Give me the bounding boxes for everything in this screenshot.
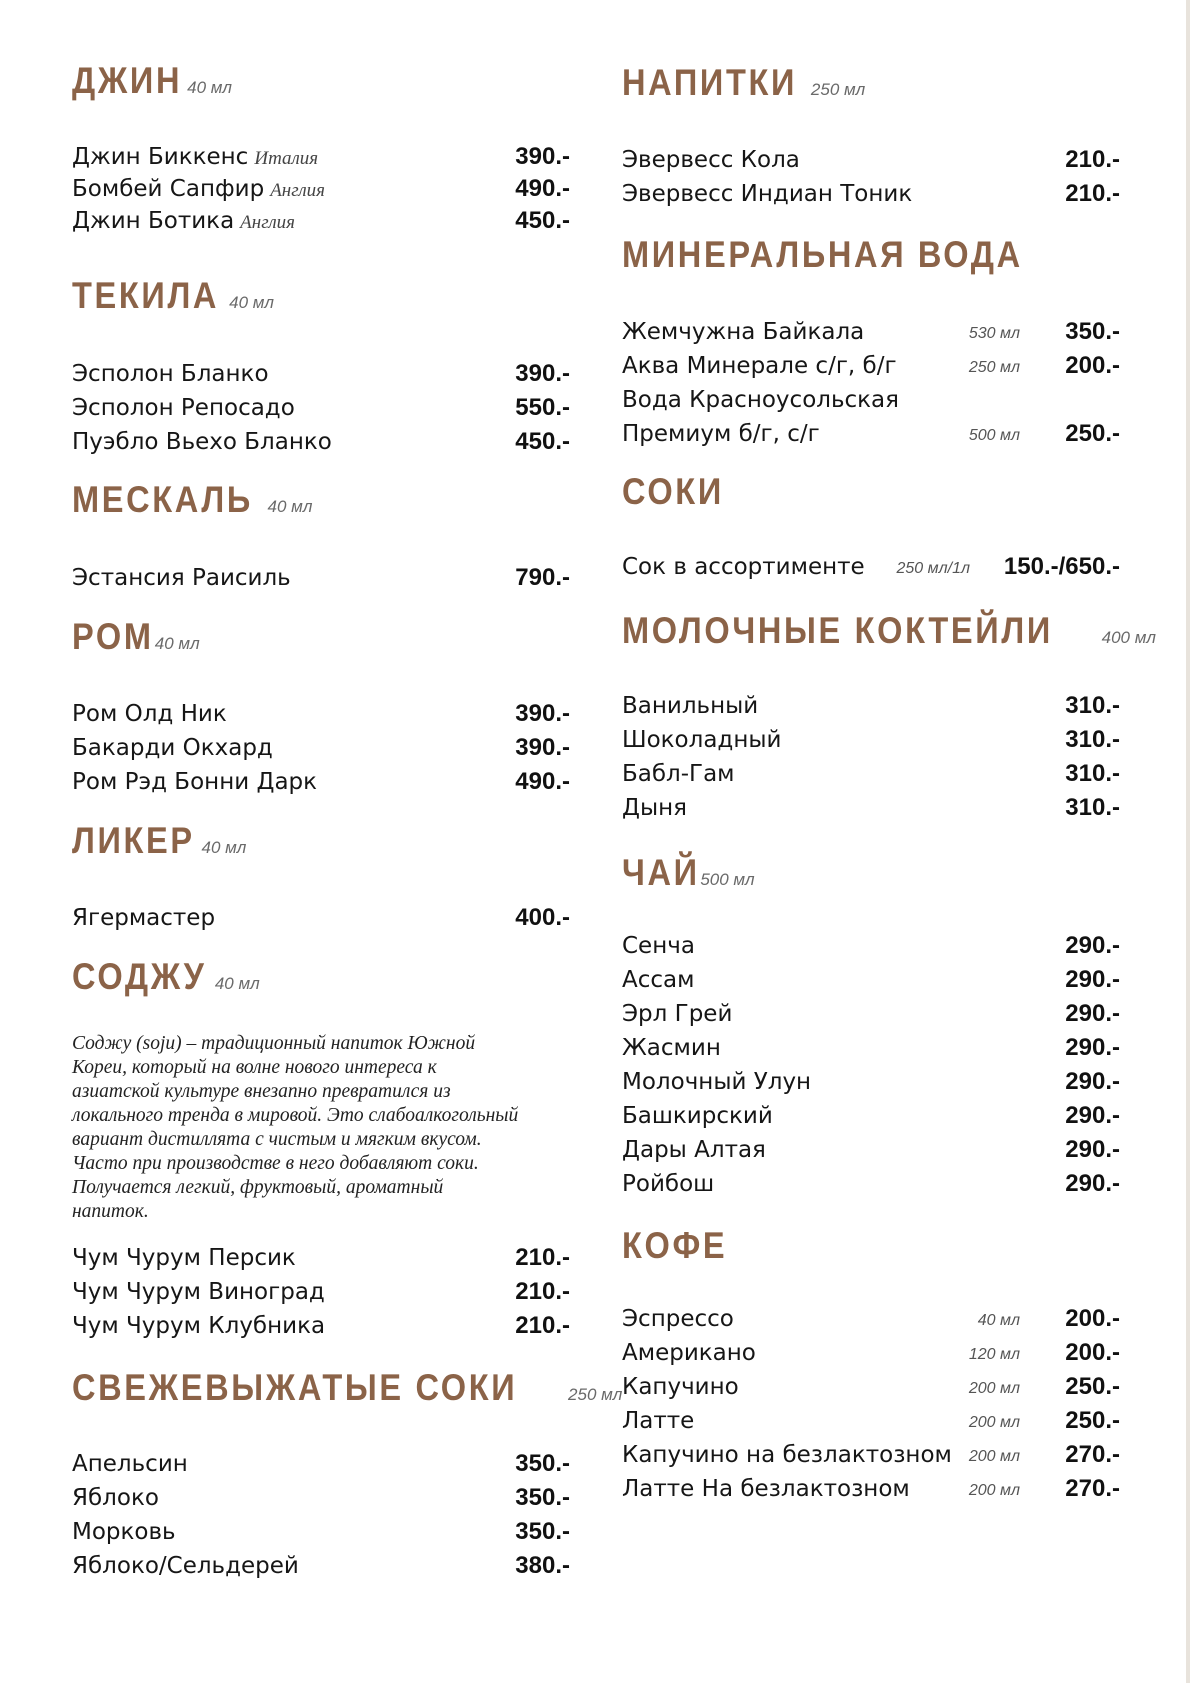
section-volume: 40 мл xyxy=(229,293,275,312)
item-name-text: Пуэбло Вьехо Бланко xyxy=(72,429,332,455)
description-line: Получается легкий, фруктовый, ароматный xyxy=(72,1177,444,1198)
menu-item xyxy=(622,689,1120,723)
item-name-text: Чум Чурум Виноград xyxy=(72,1279,325,1305)
item-name-text: Яблоко/Сельдерей xyxy=(72,1553,299,1579)
menu-item xyxy=(622,791,1120,825)
section-header xyxy=(72,822,246,859)
item-price: 200.- xyxy=(1065,1339,1120,1366)
item-name-text: Премиум б/г, с/г xyxy=(622,421,820,447)
item-name xyxy=(72,172,325,208)
item-origin: Англия xyxy=(270,180,326,201)
item-price: 290.- xyxy=(1065,932,1120,959)
item-name-text: Чум Чурум Персик xyxy=(72,1245,296,1271)
section-header xyxy=(622,1227,742,1264)
item-price: 200.- xyxy=(1065,352,1120,379)
section-title: МИНЕРАЛЬНАЯ ВОДА xyxy=(622,234,1023,275)
item-volume: 500 мл xyxy=(968,427,1020,444)
item-name-text: Ягермастер xyxy=(72,905,216,931)
item-name xyxy=(622,315,864,349)
menu-item xyxy=(72,765,570,799)
item-price: 290.- xyxy=(1065,1068,1120,1095)
item-name-text: Жасмин xyxy=(622,1035,721,1061)
section-title: ДЖИН xyxy=(72,60,183,101)
menu-item xyxy=(622,1404,1120,1438)
item-name xyxy=(622,550,865,584)
menu-item xyxy=(622,1099,1120,1133)
item-name-text: Эсполон Бланко xyxy=(72,361,269,387)
item-price: 550.- xyxy=(515,394,570,421)
item-name-text: Бабл-Гам xyxy=(622,761,735,787)
menu-item xyxy=(622,1302,1120,1336)
item-name-text: Американо xyxy=(622,1340,756,1366)
item-name xyxy=(72,561,291,595)
menu-item xyxy=(72,1275,570,1309)
item-name-text: Эстансия Раисиль xyxy=(72,565,291,591)
menu-item xyxy=(72,391,570,425)
item-name-text: Джин Ботика xyxy=(72,208,235,234)
item-price: 380.- xyxy=(515,1552,570,1579)
item-name xyxy=(72,391,295,425)
item-volume: 250 мл/1л xyxy=(896,560,970,577)
menu-item xyxy=(622,1370,1120,1404)
item-name xyxy=(622,383,899,417)
section-title: МЕСКАЛЬ xyxy=(72,479,253,520)
menu-item xyxy=(72,1309,570,1343)
item-name xyxy=(72,1549,299,1583)
menu-item xyxy=(622,1336,1120,1370)
item-volume: 40 мл xyxy=(977,1312,1020,1329)
section-volume: 40 мл xyxy=(267,497,313,516)
item-price: 490.- xyxy=(515,768,570,795)
item-name xyxy=(72,1241,296,1275)
item-name xyxy=(72,1309,325,1343)
item-name xyxy=(622,417,820,451)
item-price: 270.- xyxy=(1065,1441,1120,1468)
item-name xyxy=(622,929,695,963)
item-name-text: Эспрессо xyxy=(622,1306,734,1332)
item-name-text: Морковь xyxy=(72,1519,176,1545)
item-name-text: Ройбош xyxy=(622,1171,715,1197)
item-price: 290.- xyxy=(1065,1034,1120,1061)
item-name-text: Ассам xyxy=(622,967,695,993)
section-title: КОФЕ xyxy=(622,1225,728,1266)
description-line: вариант дистиллята с чистым и мягким вкусом. xyxy=(72,1129,482,1150)
item-price: 450.- xyxy=(515,207,570,234)
item-name xyxy=(72,357,269,391)
item-origin: Англия xyxy=(240,212,295,233)
item-origin: Италия xyxy=(254,148,319,169)
description-line: Кореи, который на волне нового интереса к xyxy=(72,1057,437,1078)
item-name xyxy=(622,1099,773,1133)
menu-item xyxy=(72,561,570,595)
menu-item xyxy=(622,1065,1120,1099)
section-title: НАПИТКИ xyxy=(622,62,798,103)
item-name-text: Капучино на безлактозном xyxy=(622,1442,952,1468)
section-title: ЛИКЕР xyxy=(72,820,195,861)
section-title: ЧАЙ xyxy=(622,852,700,893)
item-price: 790.- xyxy=(515,564,570,591)
menu-item xyxy=(622,1472,1120,1506)
menu-item xyxy=(622,143,1120,177)
item-name-text: Бакарди Окхард xyxy=(72,735,273,761)
item-price: 350.- xyxy=(1065,318,1120,345)
item-price: 390.- xyxy=(515,700,570,727)
item-name-text: Эрл Грей xyxy=(622,1001,733,1027)
item-name xyxy=(622,143,800,177)
menu-item xyxy=(622,963,1120,997)
item-name xyxy=(622,349,897,383)
section-header xyxy=(622,612,1156,649)
section-header xyxy=(72,958,260,995)
menu-item xyxy=(72,357,570,391)
item-price: 250.- xyxy=(1065,1407,1120,1434)
description-line: азиатской культуре внезапно превратился из xyxy=(72,1081,451,1102)
item-name xyxy=(622,1336,756,1370)
section-volume: 400 мл xyxy=(1101,628,1156,647)
menu-item xyxy=(72,425,570,459)
menu-item xyxy=(622,1133,1120,1167)
item-name xyxy=(72,204,295,240)
item-name xyxy=(622,1133,766,1167)
item-name xyxy=(622,1472,910,1506)
item-name-text: Эвервесс Индиан Тоник xyxy=(622,181,913,207)
item-price: 290.- xyxy=(1065,966,1120,993)
section-volume: 40 мл xyxy=(187,78,232,97)
item-price: 400.- xyxy=(515,904,570,931)
menu-item xyxy=(622,383,1120,417)
menu-item xyxy=(72,204,570,238)
section-title: СОКИ xyxy=(622,471,724,512)
item-name xyxy=(622,177,912,211)
item-volume: 200 мл xyxy=(968,1448,1020,1465)
menu-item xyxy=(72,731,570,765)
item-name-text: Ром Олд Ник xyxy=(72,701,227,727)
item-price: 390.- xyxy=(515,734,570,761)
item-price: 310.- xyxy=(1065,794,1120,821)
menu-item xyxy=(72,172,570,206)
section-header xyxy=(622,854,755,891)
item-price: 310.- xyxy=(1065,760,1120,787)
menu-item xyxy=(622,757,1120,791)
section-volume: 40 мл xyxy=(154,634,200,653)
item-name xyxy=(622,1167,714,1201)
item-price: 350.- xyxy=(515,1518,570,1545)
item-price: 390.- xyxy=(515,143,570,170)
item-name-text: Молочный Улун xyxy=(622,1069,812,1095)
item-price: 350.- xyxy=(515,1450,570,1477)
description-line: локального тренда в мировой. Это слабоалкогольный xyxy=(72,1105,519,1126)
item-price: 210.- xyxy=(515,1312,570,1339)
item-name xyxy=(72,765,317,799)
menu-item xyxy=(622,349,1120,383)
section-header xyxy=(622,473,738,510)
item-volume: 120 мл xyxy=(968,1346,1020,1363)
item-name xyxy=(72,425,332,459)
section-header xyxy=(72,481,312,518)
menu-item xyxy=(622,723,1120,757)
item-name-text: Аква Минерале с/г, б/г xyxy=(622,353,897,379)
menu-item xyxy=(72,1549,570,1583)
item-name-text: Латте xyxy=(622,1408,695,1434)
item-price: 250.- xyxy=(1065,1373,1120,1400)
menu-item xyxy=(622,417,1120,451)
section-header xyxy=(622,236,1077,273)
item-price: 490.- xyxy=(515,175,570,202)
section-header xyxy=(72,62,232,99)
item-name-text: Бомбей Сапфир xyxy=(72,176,265,202)
item-volume: 250 мл xyxy=(968,359,1020,376)
item-name-text: Эвервесс Кола xyxy=(622,147,800,173)
item-price: 290.- xyxy=(1065,1000,1120,1027)
item-price: 250.- xyxy=(1065,420,1120,447)
section-volume: 250 мл xyxy=(568,1385,623,1404)
item-price: 290.- xyxy=(1065,1102,1120,1129)
section-title: СВЕЖЕВЫЖАТЫЕ СОКИ xyxy=(72,1367,518,1408)
item-price: 210.- xyxy=(515,1244,570,1271)
menu-item xyxy=(622,1438,1120,1472)
item-name-text: Ром Рэд Бонни Дарк xyxy=(72,769,318,795)
section-description xyxy=(72,1032,572,1224)
section-title: ТЕКИЛА xyxy=(72,275,220,316)
item-name-text: Дары Алтая xyxy=(622,1137,766,1163)
item-volume: 200 мл xyxy=(968,1414,1020,1431)
item-price: 270.- xyxy=(1065,1475,1120,1502)
section-header xyxy=(72,277,274,314)
item-name xyxy=(72,731,273,765)
item-name-text: Сенча xyxy=(622,933,695,959)
item-name-text: Чум Чурум Клубника xyxy=(72,1313,326,1339)
item-name xyxy=(72,140,318,176)
item-name xyxy=(622,1031,721,1065)
menu-item xyxy=(622,315,1120,349)
menu-item xyxy=(72,901,570,935)
menu-item xyxy=(72,1515,570,1549)
description-line: Часто при производстве в него добавляют соки. xyxy=(72,1153,479,1174)
menu-item xyxy=(72,1241,570,1275)
item-name xyxy=(622,1302,734,1336)
item-price: 200.- xyxy=(1065,1305,1120,1332)
item-name xyxy=(622,757,735,791)
item-name xyxy=(622,1065,811,1099)
menu-item xyxy=(622,1031,1120,1065)
section-volume: 40 мл xyxy=(201,838,247,857)
item-price: 310.- xyxy=(1065,692,1120,719)
item-price: 290.- xyxy=(1065,1170,1120,1197)
item-name xyxy=(622,1438,952,1472)
item-name-text: Эсполон Репосадо xyxy=(72,395,295,421)
item-name-text: Капучино xyxy=(622,1374,739,1400)
section-header xyxy=(72,1369,622,1406)
item-name-text: Ванильный xyxy=(622,693,759,719)
item-name xyxy=(622,1404,694,1438)
item-volume: 200 мл xyxy=(968,1380,1020,1397)
section-volume: 500 мл xyxy=(700,870,755,889)
menu-item xyxy=(72,140,570,174)
section-volume: 40 мл xyxy=(214,974,260,993)
item-name xyxy=(72,1275,325,1309)
item-name xyxy=(72,1447,188,1481)
item-name-text: Яблоко xyxy=(72,1485,159,1511)
item-volume: 200 мл xyxy=(968,1482,1020,1499)
section-volume: 250 мл xyxy=(810,80,866,99)
description-line: Соджу (soju) – традиционный напиток Южной xyxy=(72,1033,476,1054)
menu-item xyxy=(622,177,1120,211)
menu-item xyxy=(622,997,1120,1031)
item-price: 390.- xyxy=(515,360,570,387)
item-name xyxy=(622,689,758,723)
description-line: напиток. xyxy=(72,1201,149,1222)
item-price: 310.- xyxy=(1065,726,1120,753)
item-name xyxy=(622,963,694,997)
menu-item xyxy=(622,929,1120,963)
menu-item xyxy=(72,697,570,731)
item-name xyxy=(72,901,215,935)
item-price: 450.- xyxy=(515,428,570,455)
item-name xyxy=(72,697,227,731)
menu-item xyxy=(72,1447,570,1481)
item-name xyxy=(622,997,732,1031)
item-price: 210.- xyxy=(515,1278,570,1305)
section-title: СОДЖУ xyxy=(72,956,207,997)
item-name-text: Дыня xyxy=(622,795,688,821)
item-name-text: Сок в ассортименте xyxy=(622,554,865,580)
section-header xyxy=(622,64,865,101)
item-name xyxy=(72,1481,159,1515)
item-price: 350.- xyxy=(515,1484,570,1511)
menu-item xyxy=(622,550,1120,584)
item-name-text: Жемчужна Байкала xyxy=(622,319,865,345)
item-price: 210.- xyxy=(1065,146,1120,173)
item-name-text: Джин Биккенс xyxy=(72,144,249,170)
item-name-text: Вода Красноусольская xyxy=(622,387,899,413)
item-name xyxy=(622,791,687,825)
item-name-text: Шоколадный xyxy=(622,727,782,753)
page-edge-strip xyxy=(1186,0,1190,1683)
item-volume: 530 мл xyxy=(968,325,1020,342)
menu-item xyxy=(622,1167,1120,1201)
section-title: МОЛОЧНЫЕ КОКТЕЙЛИ xyxy=(622,610,1053,651)
item-name-text: Латте На безлактозном xyxy=(622,1476,910,1502)
item-name xyxy=(622,1370,739,1404)
item-name-text: Апельсин xyxy=(72,1451,188,1477)
item-name xyxy=(622,723,781,757)
menu-item xyxy=(72,1481,570,1515)
section-title: РОМ xyxy=(72,616,154,657)
item-price: 210.- xyxy=(1065,180,1120,207)
item-name xyxy=(72,1515,176,1549)
item-price: 290.- xyxy=(1065,1136,1120,1163)
item-price: 150.-/650.- xyxy=(1003,553,1120,580)
item-name-text: Башкирский xyxy=(622,1103,773,1129)
section-header xyxy=(72,618,200,655)
